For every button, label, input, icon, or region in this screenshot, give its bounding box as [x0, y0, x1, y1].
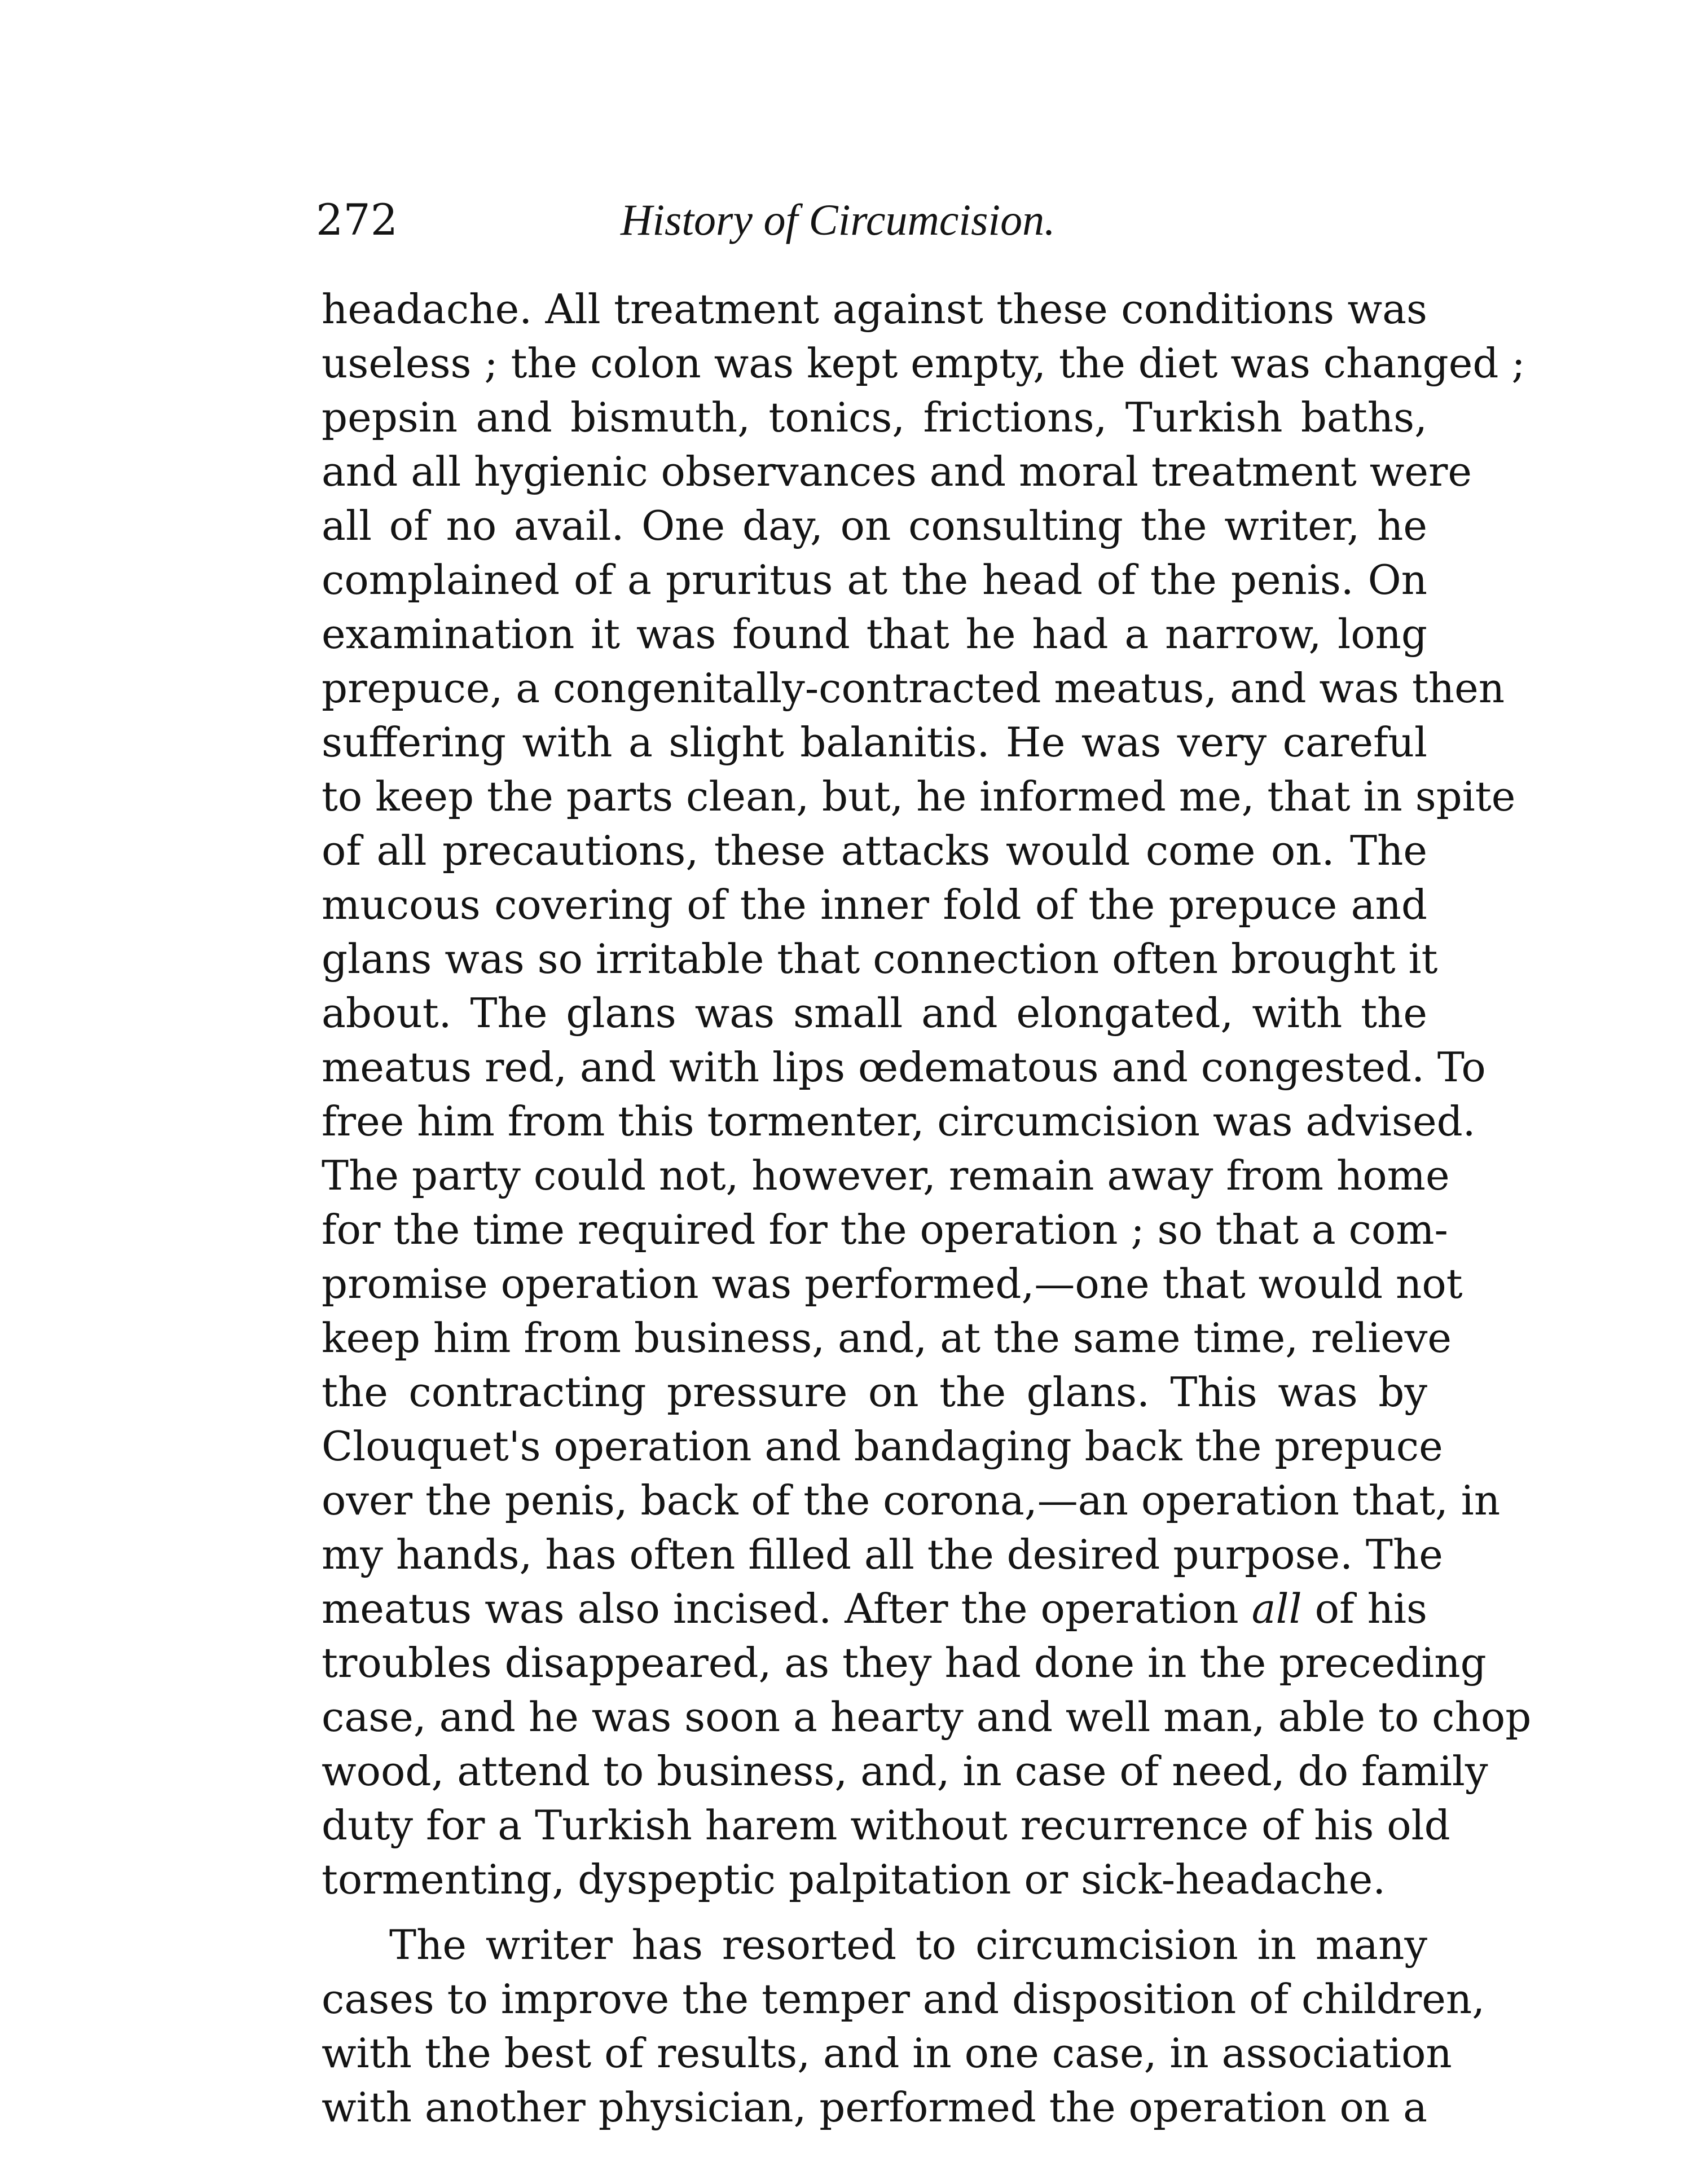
text-line: all of no avail. One day, on consulting the writer, he: [322, 502, 1427, 549]
italic-emphasis: all: [1251, 1585, 1302, 1632]
text-line: [322, 1582, 1427, 1636]
text-line: about. The glans was small and elongated, with the: [322, 989, 1427, 1037]
text-line: duty for a Turkish harem without recurrence of his old: [322, 1802, 1450, 1849]
paragraph-2: [322, 1918, 1485, 2134]
text-line: tormenting, dyspeptic palpitation or sick-headache.: [322, 1856, 1386, 1903]
text-line: mucous covering of the inner fold of the prepuce and: [322, 881, 1427, 928]
paragraph-1: [322, 282, 1532, 1906]
text-line: over the penis, back of the corona,—an operation that, in: [322, 1477, 1501, 1524]
text-line: to keep the parts clean, but, he informed me, that in spite: [322, 773, 1516, 820]
text-line: meatus red, and with lips œdematous and congested. To: [322, 1043, 1486, 1091]
text-line: wood, attend to business, and, in case of need, do family: [322, 1747, 1488, 1795]
text-segment: of his: [1301, 1585, 1427, 1632]
text-line: the contracting pressure on the glans. This was by: [322, 1368, 1427, 1416]
text-line: examination it was found that he had a narrow, long: [322, 610, 1427, 658]
page-number: 272: [316, 195, 398, 245]
text-line: The party could not, however, remain away from home: [322, 1152, 1450, 1199]
text-line: my hands, has often filled all the desired purpose. The: [322, 1531, 1443, 1578]
body-text: [322, 282, 1532, 2134]
text-line: promise operation was performed,—one that would not: [322, 1260, 1463, 1307]
text-line: of all precautions, these attacks would come on. The: [322, 827, 1427, 874]
text-line: case, and he was soon a hearty and well man, able to chop: [322, 1693, 1532, 1741]
text-line: suffering with a slight balanitis. He was very careful: [322, 719, 1427, 766]
text-line: complained of a pruritus at the head of the penis. On: [322, 556, 1427, 604]
text-line: Clouquet's operation and bandaging back the prepuce: [322, 1423, 1443, 1470]
text-line: troubles disappeared, as they had done in the preceding: [322, 1639, 1487, 1687]
text-line: keep him from business, and, at the same time, relieve: [322, 1314, 1452, 1362]
text-line: for the time required for the operation ; so that a com-: [322, 1206, 1448, 1253]
text-line: The writer has resorted to circumcision in many: [389, 1921, 1427, 1969]
text-line: with another physician, performed the operation on a: [322, 2084, 1427, 2131]
text-line: glans was so irritable that connection often brought it: [322, 935, 1438, 983]
running-header: [316, 189, 1439, 251]
text-line: with the best of results, and in one case, in association: [322, 2029, 1452, 2077]
running-title: History of Circumcision.: [621, 195, 1056, 244]
text-line: useless ; the colon was kept empty, the diet was changed ;: [322, 340, 1525, 387]
text-segment: meatus was also incised. After the operation: [322, 1585, 1252, 1632]
text-line: free him from this tormenter, circumcision was advised.: [322, 1098, 1476, 1145]
text-line: headache. All treatment against these conditions was: [322, 285, 1427, 333]
text-line: prepuce, a congenitally-contracted meatus, and was then: [322, 664, 1505, 712]
text-line: and all hygienic observances and moral treatment were: [322, 448, 1472, 495]
text-line: pepsin and bismuth, tonics, frictions, Turkish baths,: [322, 394, 1427, 441]
text-line: cases to improve the temper and disposition of children,: [322, 1975, 1485, 2023]
